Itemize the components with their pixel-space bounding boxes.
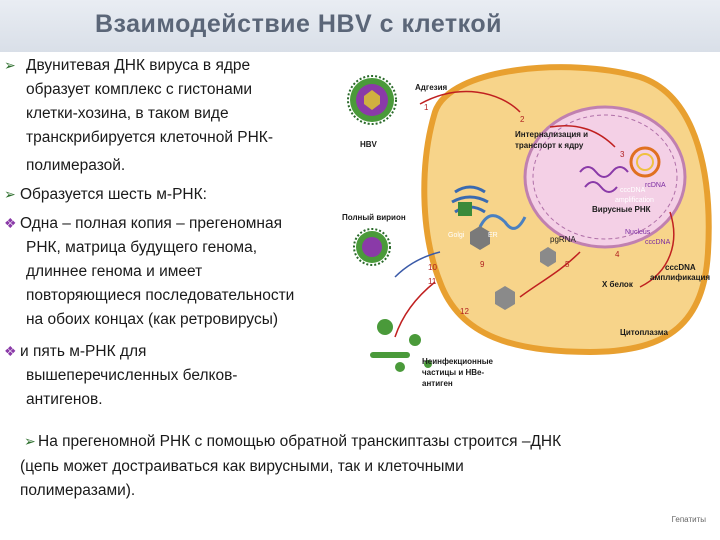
left-line: клетки-хозина, в таком виде <box>26 105 229 122</box>
viral-rna-label: Вирусные РНК <box>592 205 651 214</box>
rcdna-label: rcDNA <box>645 182 666 189</box>
left-line: повторяющиеся последовательности <box>26 287 295 304</box>
footer-label: Гепатиты <box>671 515 706 524</box>
noninfectious-label-3: антиген <box>422 379 453 388</box>
step-number: 11 <box>428 277 437 286</box>
left-line: полимеразой. <box>26 157 126 174</box>
noninfectious-label-2: частицы и HBe- <box>422 368 485 377</box>
amplification-ru-label: амплификация <box>650 273 711 282</box>
hbv-lifecycle-diagram <box>340 52 712 407</box>
cytoplasm-label: Цитоплазма <box>620 328 668 337</box>
left-line: образует комплекс с гистонами <box>26 81 253 98</box>
hbv-virion-icon <box>348 76 396 124</box>
diamond-bullet-icon: ❖ <box>4 215 17 231</box>
golgi-label: Golgi <box>448 232 465 239</box>
bottom-line: полимеразами). <box>20 482 136 499</box>
left-line: транскрибируется клеточной РНК- <box>26 129 274 146</box>
cccdna-label: cccDNA <box>620 187 646 194</box>
left-line: Образуется шесть м-РНК: <box>20 186 207 203</box>
amplification-label: amplification <box>615 197 654 204</box>
left-line: антигенов. <box>26 391 103 408</box>
nucleus-label: Nucleus <box>625 229 651 236</box>
left-line: вышеперечисленных белков- <box>26 367 238 384</box>
step-number: 3 <box>620 150 625 159</box>
step-number: 12 <box>460 307 469 316</box>
step-number: 10 <box>428 263 437 272</box>
step-number: 1 <box>424 103 429 112</box>
left-line: РНК, матрица будущего генома, <box>26 239 257 256</box>
title-bar <box>0 0 720 52</box>
bottom-line: На прегеномной РНК с помощью обратной транскиптазы строится –ДНК <box>38 433 562 450</box>
noninfectious-label-1: Неинфекционные <box>422 357 493 366</box>
arrow-bullet-icon: ➢ <box>24 433 36 449</box>
hbv-label: HBV <box>360 140 377 149</box>
slide-title: Взаимодействие HBV с клеткой <box>95 10 502 38</box>
transport-label: транспорт к ядру <box>515 141 584 150</box>
left-line: и пять м-РНК для <box>20 343 147 360</box>
arrow-bullet-icon: ➢ <box>4 57 16 73</box>
cccdna-right-label: cccDNA <box>665 263 696 272</box>
diamond-bullet-icon: ❖ <box>4 343 17 359</box>
step-number: 4 <box>615 250 620 259</box>
step-number: 2 <box>520 115 525 124</box>
x-protein-label: X белок <box>602 280 633 289</box>
left-line: длиннее генома и имеет <box>26 263 203 280</box>
bottom-line: (цепь может достраиваться как вирусными, так и клеточными <box>20 458 464 475</box>
left-line: Одна – полная копия – прегеномная <box>20 215 283 232</box>
arrow-bullet-icon: ➢ <box>4 186 16 202</box>
left-line: Двунитевая ДНК вируса в ядре <box>26 57 251 74</box>
cccdna-mid-label: cccDNA <box>645 239 671 246</box>
left-line: на обоих концах (как ретровирусы) <box>26 311 279 328</box>
full-virion-icon <box>354 229 390 265</box>
step-number: 9 <box>480 260 485 269</box>
er-label: ER <box>488 232 498 239</box>
pgrna-label: pgRNA <box>550 235 576 244</box>
adhesion-label: Адгезия <box>415 83 448 92</box>
protein-icon <box>458 202 472 216</box>
step-number: 5 <box>565 260 570 269</box>
full-virion-label: Полный вирион <box>342 213 406 222</box>
internalization-label: Интернализация и <box>515 130 589 139</box>
